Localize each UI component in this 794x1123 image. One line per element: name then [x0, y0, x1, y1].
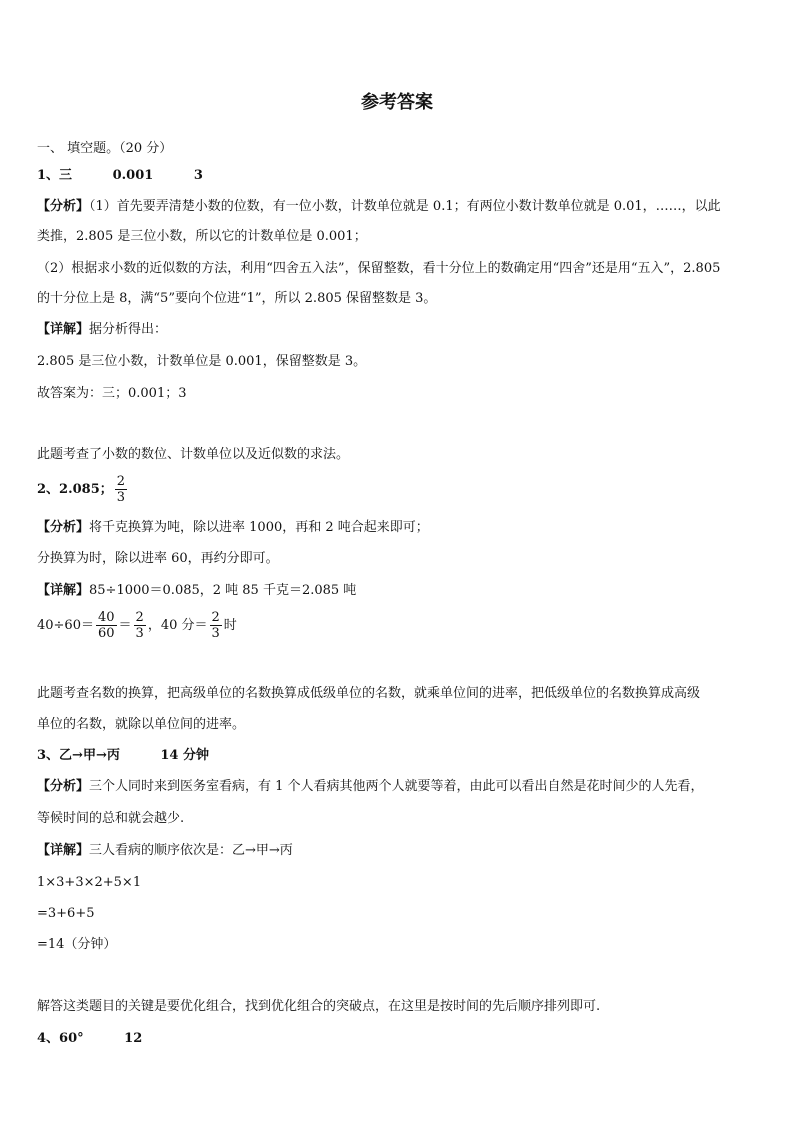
eq-suffix: 时 [223, 618, 237, 633]
q2-answer-fraction [115, 474, 127, 505]
q1-detail-line3: 故答案为：三；0.001；3 [37, 386, 187, 401]
eq-fraction-3 [210, 610, 222, 641]
q1-answer-a: 0.001 [112, 168, 154, 183]
eq-prefix: 40÷60＝ [37, 618, 94, 633]
q2-answer [37, 470, 763, 510]
eq-middle: ，40 分＝ [147, 618, 208, 633]
q4-answer-label: 4、60° [37, 1031, 84, 1046]
q4-answer [37, 1030, 763, 1048]
q2-analysis-line1 [37, 519, 763, 537]
q3-answer-b: 14 分钟 [160, 748, 209, 763]
q3-analysis-text1: 三个人同时来到医务室看病，有 1 个人看病其他两个人就要等着，由此可以看出自然是花时间少的人先看， [89, 779, 704, 794]
q1-detail-line1 [37, 321, 763, 339]
fraction-denominator: 60 [97, 626, 115, 641]
q1-analysis-text1: （1）首先要弄清楚小数的位数，有一位小数，计数单位就是 0.1；有两位小数计数单位就是 0.01，……，以此 [89, 199, 721, 214]
page-title: 参考答案 [361, 92, 433, 113]
q1-detail-text1: 据分析得出： [89, 322, 168, 337]
analysis-label: 【分析】 [37, 520, 90, 535]
q1-detail-line2: 2.805 是三位小数，计数单位是 0.001，保留整数是 3。 [37, 354, 367, 369]
q1-analysis-line1 [37, 198, 763, 216]
q3-detail-text1: 三人看病的顺序依次是：乙→甲→丙 [89, 843, 293, 858]
q3-answer-label: 3、乙→甲→丙 [37, 748, 120, 763]
q3-analysis-line1 [37, 778, 763, 796]
q2-answer-prefix: 2、2.085； [37, 482, 113, 497]
eq-fraction-1 [96, 610, 117, 641]
fraction-numerator: 2 [135, 610, 144, 625]
eq-fraction-2 [134, 610, 146, 641]
detail-label: 【详解】 [37, 843, 90, 858]
q3-calc-line2: =3+6+5 [37, 906, 95, 921]
fraction-denominator: 3 [135, 626, 144, 641]
q2-detail-line1 [37, 582, 763, 600]
q2-summary-line2: 单位的名数，就除以单位间的进率。 [37, 717, 246, 732]
q2-analysis-text1: 将千克换算为吨，除以进率 1000，再和 2 吨合起来即可； [89, 520, 429, 535]
fraction-numerator: 40 [97, 610, 115, 625]
q1-answer [37, 167, 763, 185]
analysis-label: 【分析】 [37, 199, 90, 214]
q1-summary: 此题考查了小数的数位、计数单位以及近似数的求法。 [37, 447, 350, 462]
q1-analysis-line4: 的十分位上是 8，满“5”要向个位进“1”，所以 2.805 保留整数是 3。 [37, 291, 437, 306]
q3-detail-line1 [37, 842, 763, 860]
q3-calc-line3: =14（分钟） [37, 937, 117, 952]
analysis-label: 【分析】 [37, 779, 90, 794]
fraction-numerator: 2 [211, 610, 220, 625]
fraction-denominator: 3 [116, 490, 126, 505]
q3-answer [37, 747, 763, 765]
q2-summary-line1: 此题考查名数的换算，把高级单位的名数换算成低级单位的名数，就乘单位间的进率，把低级单位的名数换算成高级 [37, 686, 701, 701]
detail-label: 【详解】 [37, 583, 90, 598]
q1-analysis-line2: 类推，2.805 是三位小数，所以它的计数单位是 0.001； [37, 229, 367, 244]
q1-answer-label: 1、三 [37, 168, 73, 183]
q1-answer-b: 3 [193, 168, 203, 183]
q3-calc-line1: 1×3+3×2+5×1 [37, 875, 142, 890]
q3-analysis-line2: 等候时间的总和就会越少. [37, 811, 185, 826]
q1-analysis-line3: （2）根据求小数的近似数的方法，利用“四舍五入法”，保留整数，看十分位上的数确定用“四舍”还是用“五入”，2.805 [37, 261, 721, 276]
detail-label: 【详解】 [37, 322, 90, 337]
fraction-denominator: 3 [211, 626, 220, 641]
section-heading: 一、 填空题。（20 分） [37, 141, 173, 156]
q2-analysis-line2: 分换算为时，除以进率 60，再约分即可。 [37, 551, 279, 566]
fraction-numerator: 2 [116, 474, 126, 489]
q2-equation [37, 606, 763, 646]
q2-detail-text1: 85÷1000＝0.085，2 吨 85 千克＝2.085 吨 [89, 583, 357, 598]
eq-equals: ＝ [118, 618, 132, 633]
q3-summary: 解答这类题目的关键是要优化组合，找到优化组合的突破点，在这里是按时间的先后顺序排列即可. [37, 999, 601, 1014]
q4-answer-b: 12 [124, 1031, 143, 1046]
